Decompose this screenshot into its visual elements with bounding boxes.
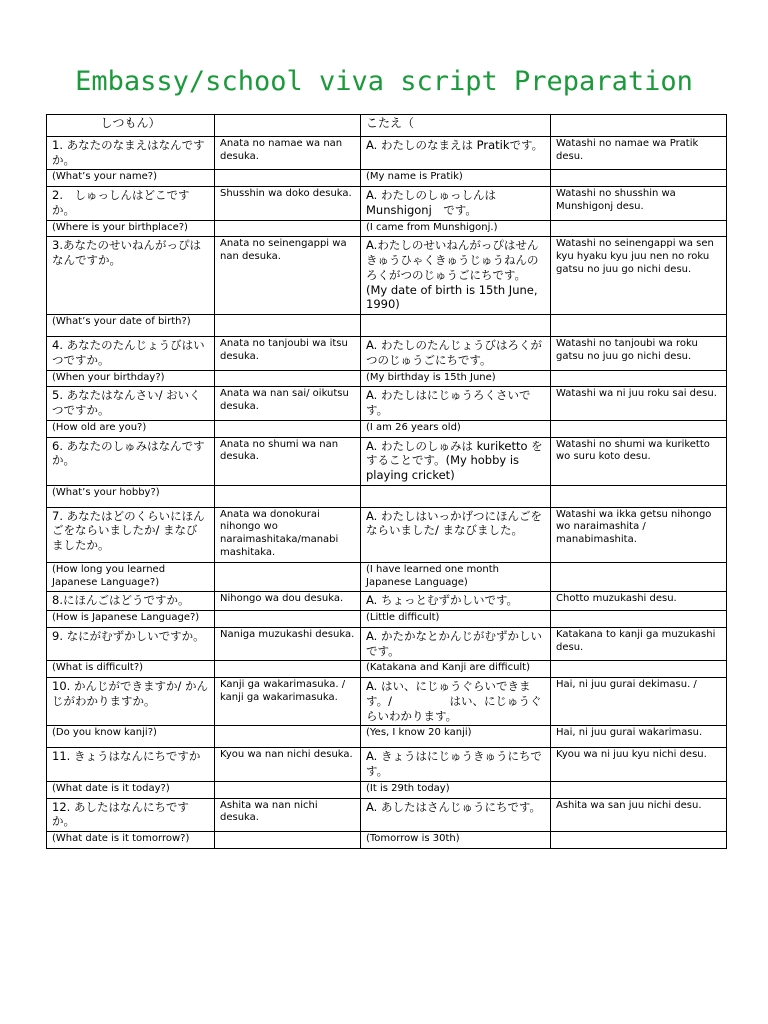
question-english: (How long you learned Japanese Language?) xyxy=(47,562,215,592)
question-romaji: Anata no shumi wa nan desuka. xyxy=(215,437,361,485)
answer-romaji-header xyxy=(551,115,727,137)
question-japanese: 9. なにがむずかしいですか。 xyxy=(47,627,215,660)
question-japanese: 6. あなたのしゅみはなんですか。 xyxy=(47,437,215,485)
translation-row xyxy=(47,781,727,798)
answer-english: (I came from Munshigonj.) xyxy=(361,220,551,237)
answer-romaji: Katakana to kanji ga muzukashi desu. xyxy=(551,627,727,660)
empty-cell xyxy=(215,726,361,748)
question-row xyxy=(47,237,727,315)
table-header-row xyxy=(47,115,727,137)
question-row xyxy=(47,337,727,370)
translation-row xyxy=(47,220,727,237)
question-japanese: 7. あなたはどのくらいにほんごをならいましたか/ まなびましたか。 xyxy=(47,507,215,562)
question-japanese: 1. あなたのなまえはなんですか。 xyxy=(47,137,215,170)
answer-japanese: A. わたしのたんじょうびはろくがつのじゅうごにちです。 xyxy=(361,337,551,370)
question-japanese: 11. きょうはなんにちですか xyxy=(47,748,215,781)
question-english: (What date is it tomorrow?) xyxy=(47,832,215,849)
question-english: (What’s your hobby?) xyxy=(47,485,215,507)
answer-japanese: A. わたしのしゅみは kuriketto をすることです。(My hobby is playing cricket) xyxy=(361,437,551,485)
question-japanese: 12. あしたはなんにちですか。 xyxy=(47,798,215,831)
question-english: (How old are you?) xyxy=(47,420,215,437)
answer-romaji: Watashi no namae wa Pratik desu. xyxy=(551,137,727,170)
answer-romaji: Watashi no seinengappi wa sen kyu hyaku kyu juu nen no roku gatsu no juu go nichi desu. xyxy=(551,237,727,315)
translation-row xyxy=(47,661,727,678)
question-english: (What date is it today?) xyxy=(47,781,215,798)
translation-row xyxy=(47,832,727,849)
question-japanese: 5. あなたはなんさい/ おいくつですか。 xyxy=(47,387,215,420)
answer-english: (It is 29th today) xyxy=(361,781,551,798)
answer-english: (I have learned one month Japanese Language) xyxy=(361,562,551,592)
question-english: (Do you know kanji?) xyxy=(47,726,215,748)
question-japanese: 10. かんじができますか/ かんじがわかりますか。 xyxy=(47,678,215,726)
question-row xyxy=(47,627,727,660)
question-header: しつもん） xyxy=(47,115,215,137)
answer-romaji: Hai, ni juu gurai dekimasu. / xyxy=(551,678,727,726)
answer-japanese: A. わたしのしゅっしんは Munshigonj です。 xyxy=(361,187,551,220)
empty-cell xyxy=(215,832,361,849)
question-row xyxy=(47,187,727,220)
question-row xyxy=(47,592,727,611)
answer-romaji: Watashi wa ikka getsu nihongo wo naraimashita / manabimashita. xyxy=(551,507,727,562)
question-japanese: 3.あなたのせいねんがっぴはなんですか。 xyxy=(47,237,215,315)
empty-cell xyxy=(551,420,727,437)
answer-japanese: A.わたしのせいねんがっぴはせんきゅうひゃくきゅうじゅうねんのろくがつのじゅうごにちです。(My date of birth is 15th June, 1990) xyxy=(361,237,551,315)
answer-japanese: A. かたかなとかんじがむずかしいです。 xyxy=(361,627,551,660)
question-english: (What’s your date of birth?) xyxy=(47,315,215,337)
question-japanese: 8.にほんごはどうですか。 xyxy=(47,592,215,611)
question-row xyxy=(47,798,727,831)
page-title: Embassy/school viva script Preparation xyxy=(75,66,693,97)
answer-english: (Yes, I know 20 kanji) xyxy=(361,726,551,748)
question-romaji: Anata no namae wa nan desuka. xyxy=(215,137,361,170)
question-english: (What is difficult?) xyxy=(47,661,215,678)
answer-english: (Tomorrow is 30th) xyxy=(361,832,551,849)
translation-row xyxy=(47,726,727,748)
answer-english: (Katakana and Kanji are difficult) xyxy=(361,661,551,678)
question-row xyxy=(47,748,727,781)
question-romaji: Anata wa nan sai/ oikutsu desuka. xyxy=(215,387,361,420)
empty-cell xyxy=(551,370,727,387)
question-romaji: Naniga muzukashi desuka. xyxy=(215,627,361,660)
question-romaji: Kanji ga wakarimasuka. / kanji ga wakarimasuka. xyxy=(215,678,361,726)
answer-romaji: Watashi no shumi wa kuriketto wo suru koto desu. xyxy=(551,437,727,485)
translation-row xyxy=(47,611,727,628)
answer-english xyxy=(361,485,551,507)
translation-row xyxy=(47,170,727,187)
qa-table xyxy=(46,114,727,849)
question-romaji: Anata no seinengappi wa nan desuka. xyxy=(215,237,361,315)
empty-cell xyxy=(551,315,727,337)
answer-japanese: A. わたしはいっかげつにほんごをならいました/ まなびました。 xyxy=(361,507,551,562)
question-row xyxy=(47,437,727,485)
empty-cell xyxy=(215,485,361,507)
translation-row xyxy=(47,420,727,437)
question-romaji: Shusshin wa doko desuka. xyxy=(215,187,361,220)
empty-cell xyxy=(215,781,361,798)
answer-romaji: Watashi no shusshin wa Munshigonj desu. xyxy=(551,187,727,220)
question-row xyxy=(47,387,727,420)
answer-japanese: A. わたしのなまえは Pratikです。 xyxy=(361,137,551,170)
answer-english: (I am 26 years old) xyxy=(361,420,551,437)
question-romaji: Kyou wa nan nichi desuka. xyxy=(215,748,361,781)
answer-romaji: Chotto muzukashi desu. xyxy=(551,592,727,611)
empty-cell xyxy=(215,370,361,387)
question-english: (Where is your birthplace?) xyxy=(47,220,215,237)
translation-row xyxy=(47,315,727,337)
empty-cell xyxy=(215,661,361,678)
question-english: (What’s your name?) xyxy=(47,170,215,187)
answer-romaji: Watashi no tanjoubi wa roku gatsu no juu go nichi desu. xyxy=(551,337,727,370)
empty-cell xyxy=(551,832,727,849)
empty-cell xyxy=(215,170,361,187)
answer-japanese: A. はい、にじゅうぐらいできます。/ はい、にじゅうぐらいわかります。 xyxy=(361,678,551,726)
question-romaji: Ashita wa nan nichi desuka. xyxy=(215,798,361,831)
question-romaji: Anata no tanjoubi wa itsu desuka. xyxy=(215,337,361,370)
translation-row xyxy=(47,562,727,592)
question-romaji: Nihongo wa dou desuka. xyxy=(215,592,361,611)
empty-cell xyxy=(551,781,727,798)
empty-cell xyxy=(215,220,361,237)
empty-cell xyxy=(551,611,727,628)
answer-japanese: A. きょうはにじゅうきゅうにちです。 xyxy=(361,748,551,781)
answer-japanese: A. わたしはにじゅうろくさいです。 xyxy=(361,387,551,420)
question-row xyxy=(47,507,727,562)
answer-english: (My name is Pratik) xyxy=(361,170,551,187)
answer-romaji: Watashi wa ni juu roku sai desu. xyxy=(551,387,727,420)
question-english: (How is Japanese Language?) xyxy=(47,611,215,628)
question-japanese: 4. あなたのたんじょうびはいつですか。 xyxy=(47,337,215,370)
question-romaji-header xyxy=(215,115,361,137)
empty-cell xyxy=(551,220,727,237)
translation-row xyxy=(47,485,727,507)
empty-cell xyxy=(551,485,727,507)
empty-cell xyxy=(551,170,727,187)
translation-row xyxy=(47,370,727,387)
answer-english: (Little difficult) xyxy=(361,611,551,628)
question-row xyxy=(47,137,727,170)
answer-english xyxy=(361,315,551,337)
question-english: (When your birthday?) xyxy=(47,370,215,387)
empty-cell xyxy=(551,661,727,678)
question-japanese: 2. しゅっしんはどこですか。 xyxy=(47,187,215,220)
empty-cell xyxy=(215,315,361,337)
question-row xyxy=(47,678,727,726)
answer-english: (My birthday is 15th June) xyxy=(361,370,551,387)
answer-romaji: Kyou wa ni juu kyu nichi desu. xyxy=(551,748,727,781)
empty-cell xyxy=(215,420,361,437)
answer-romaji: Hai, ni juu gurai wakarimasu. xyxy=(551,726,727,748)
empty-cell xyxy=(215,611,361,628)
answer-romaji: Ashita wa san juu nichi desu. xyxy=(551,798,727,831)
answer-header: こたえ（ xyxy=(361,115,551,137)
answer-japanese: A. あしたはさんじゅうにちです。 xyxy=(361,798,551,831)
empty-cell xyxy=(215,562,361,592)
answer-japanese: A. ちょっとむずかしいです。 xyxy=(361,592,551,611)
empty-cell xyxy=(551,562,727,592)
question-romaji: Anata wa donokurai nihongo wo naraimashitaka/manabi mashitaka. xyxy=(215,507,361,562)
